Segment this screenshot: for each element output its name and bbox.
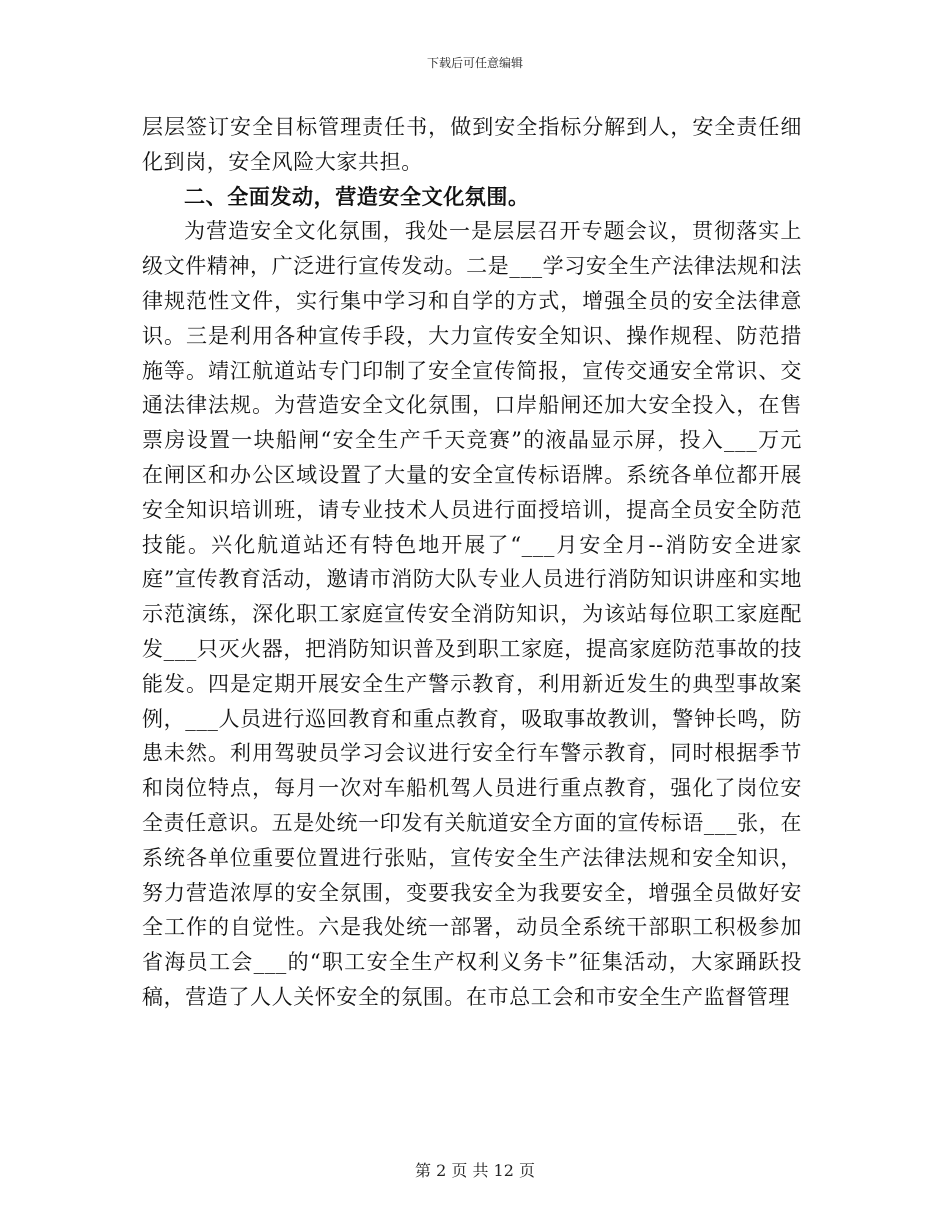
document-body xyxy=(142,110,802,1015)
page-footer: 第 2 页 共 12 页 xyxy=(415,1161,535,1180)
paragraph-main: 为营造安全文化氛围，我处一是层层召开专题会议，贯彻落实上级文件精神，广泛进行宣传发动。二是___学习安全生产法律法规和法律规范性文件，实行集中学习和自学的方式，增强全员的安全法律意识。三是利用各种宣传手段，大力宣传安全知识、操作规程、防范措施等。靖江航道站专门印制了安全宣传简报，宣传交通安全常识、交通法律法规。为营造安全文化氛围，口岸船闸还加大安全投入，在售票房设置一块船闸“安全生产千天竞赛”的液晶显示屏，投入___万元在闸区和办公区域设置了大量的安全宣传标语牌。系统各单位都开展安全知识培训班，请专业技术人员进行面授培训，提高全员安全防范技能。兴化航道站还有特色地开展了“___月安全月--消防安全进家庭”宣传教育活动，邀请市消防大队专业人员进行消防知识讲座和实地示范演练，深化职工家庭宣传安全消防知识，为该站每位职工家庭配发___只灭火器，把消防知识普及到职工家庭，提高家庭防范事故的技能发。四是定期开展安全生产警示教育，利用新近发生的典型事故案例，___人员进行巡回教育和重点教育，吸取事故教训，警钟长鸣，防患未然。利用驾驶员学习会议进行安全行车警示教育，同时根据季节和岗位特点，每月一次对车船机驾人员进行重点教育，强化了岗位安全责任意识。五是处统一印发有关航道安全方面的宣传标语___张，在系统各单位重要位置进行张贴，宣传安全生产法律法规和安全知识，努力营造浓厚的安全氛围，变要我安全为我要安全，增强全员做好安全工作的自觉性。六是我处统一部署，动员全系统干部职工积极参加省海员工会___的“职工安全生产权利义务卡”征集活动，大家踊跃投稿，营造了人人关怀安全的氛围。在市总工会和市安全生产监督管理 xyxy=(142,219,802,1009)
section-heading: 二、全面发动，营造安全文化氛围。 xyxy=(184,183,530,209)
paragraph-continued: 层层签订安全目标管理责任书，做到安全指标分解到人，安全责任细化到岗，安全风险大家共担。 xyxy=(142,115,802,174)
page-header: 下载后可任意编辑 xyxy=(426,56,523,70)
